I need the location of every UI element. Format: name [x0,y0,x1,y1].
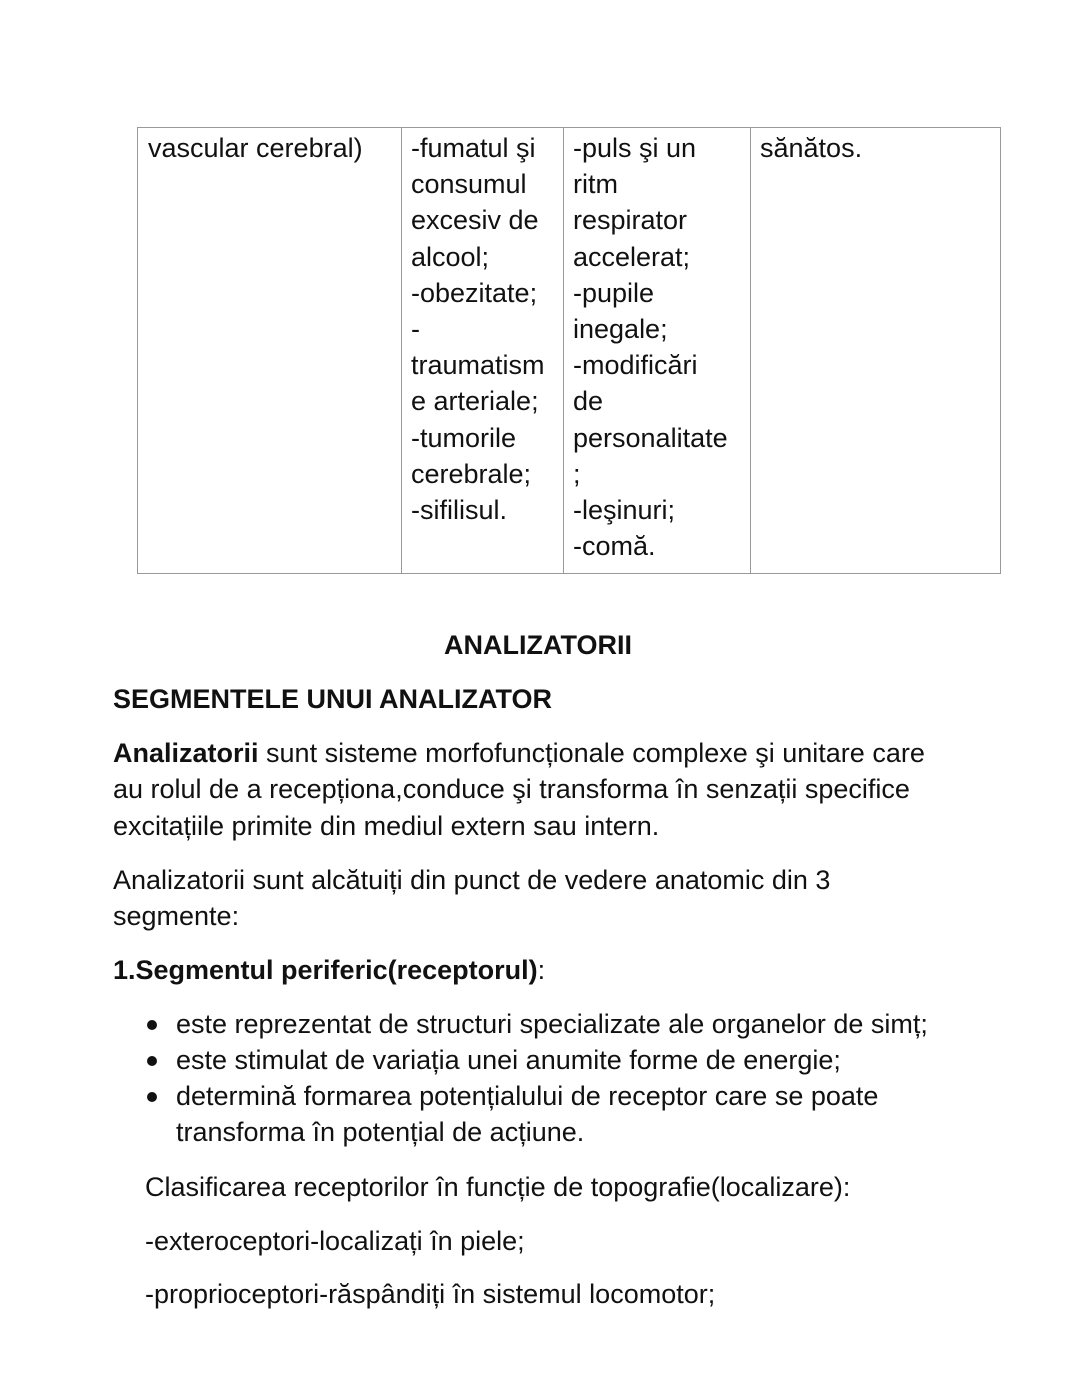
cell-line: -obezitate; [411,277,538,308]
cell-line: -comă. [573,531,656,562]
bullet-item: este reprezentat de structuri specializate ale organelor de simț; [176,1009,928,1039]
bullet-icon [147,1056,157,1066]
bullet-icon [147,1092,157,1102]
bold-term: Analizatorii [113,738,259,768]
text: sunt sisteme morfofuncționale complexe şi unitare care [258,738,925,768]
section-heading: ANALIZATORII [444,630,632,660]
cell-line: de [573,386,604,417]
cell-line: respirator [573,205,688,236]
cell-line: vascular cerebral) [148,133,363,163]
column-divider [563,128,564,573]
cell-line: sănătos. [760,133,863,163]
column-divider [750,128,751,573]
bullet-item-continued: transforma în potențial de acțiune. [176,1117,585,1147]
paragraph-line [113,735,925,771]
cell-line: cerebrale; [411,458,532,489]
bullet-item: este stimulat de variația unei anumite forme de energie; [176,1045,841,1075]
cell-line: -leşinuri; [573,495,676,526]
table-cell-symptoms [573,130,728,564]
cell-line: -puls şi un [573,133,697,163]
cell-line: ritm [573,169,618,200]
table-cell-causes [411,130,545,528]
cell-line: alcool; [411,241,490,272]
cell-line: personalitate [573,422,728,453]
classification-text: Clasificarea receptorilor în funcție de topografie(localizare): [145,1172,851,1202]
cell-line: accelerat; [573,241,691,272]
cell-line: e arteriale; [411,386,539,417]
cell-line: inegale; [573,314,668,345]
table-cell-treatment [760,130,862,166]
subheading: SEGMENTELE UNUI ANALIZATOR [113,684,553,714]
cell-line: -modificări [573,350,698,381]
bullet-icon [147,1020,157,1030]
cell-line: -pupile [573,277,655,308]
paragraph-line: Analizatorii sunt alcătuiți din punct de vedere anatomic din 3 [113,865,831,895]
cell-line: ; [573,458,581,489]
cell-line: -fumatul şi [411,133,536,163]
paragraph-line: excitațiile primite din mediul extern sau intern. [113,811,660,841]
cell-line: excesiv de [411,205,539,236]
segment-title [113,952,545,988]
list-item: -proprioceptori-răspândiți în sistemul locomotor; [145,1279,716,1309]
segment-title-text: 1.Segmentul periferic(receptorul) [113,955,538,985]
table-cell-disease [148,130,363,166]
list-item: -exteroceptori-localizați în piele; [145,1226,525,1256]
column-divider [401,128,402,573]
cell-line: -sifilisul. [411,495,508,526]
cell-line: -tumorile [411,422,517,453]
paragraph-line: au rolul de a recepționa,conduce şi transforma în senzații specifice [113,774,910,804]
colon: : [537,955,546,985]
cell-line: traumatism [411,350,545,381]
cell-line: - [411,314,420,345]
paragraph-line: segmente: [113,901,240,931]
bullet-item: determină formarea potențialului de receptor care se poate [176,1081,879,1111]
cell-line: consumul [411,169,527,200]
symptoms-table [137,127,1001,574]
